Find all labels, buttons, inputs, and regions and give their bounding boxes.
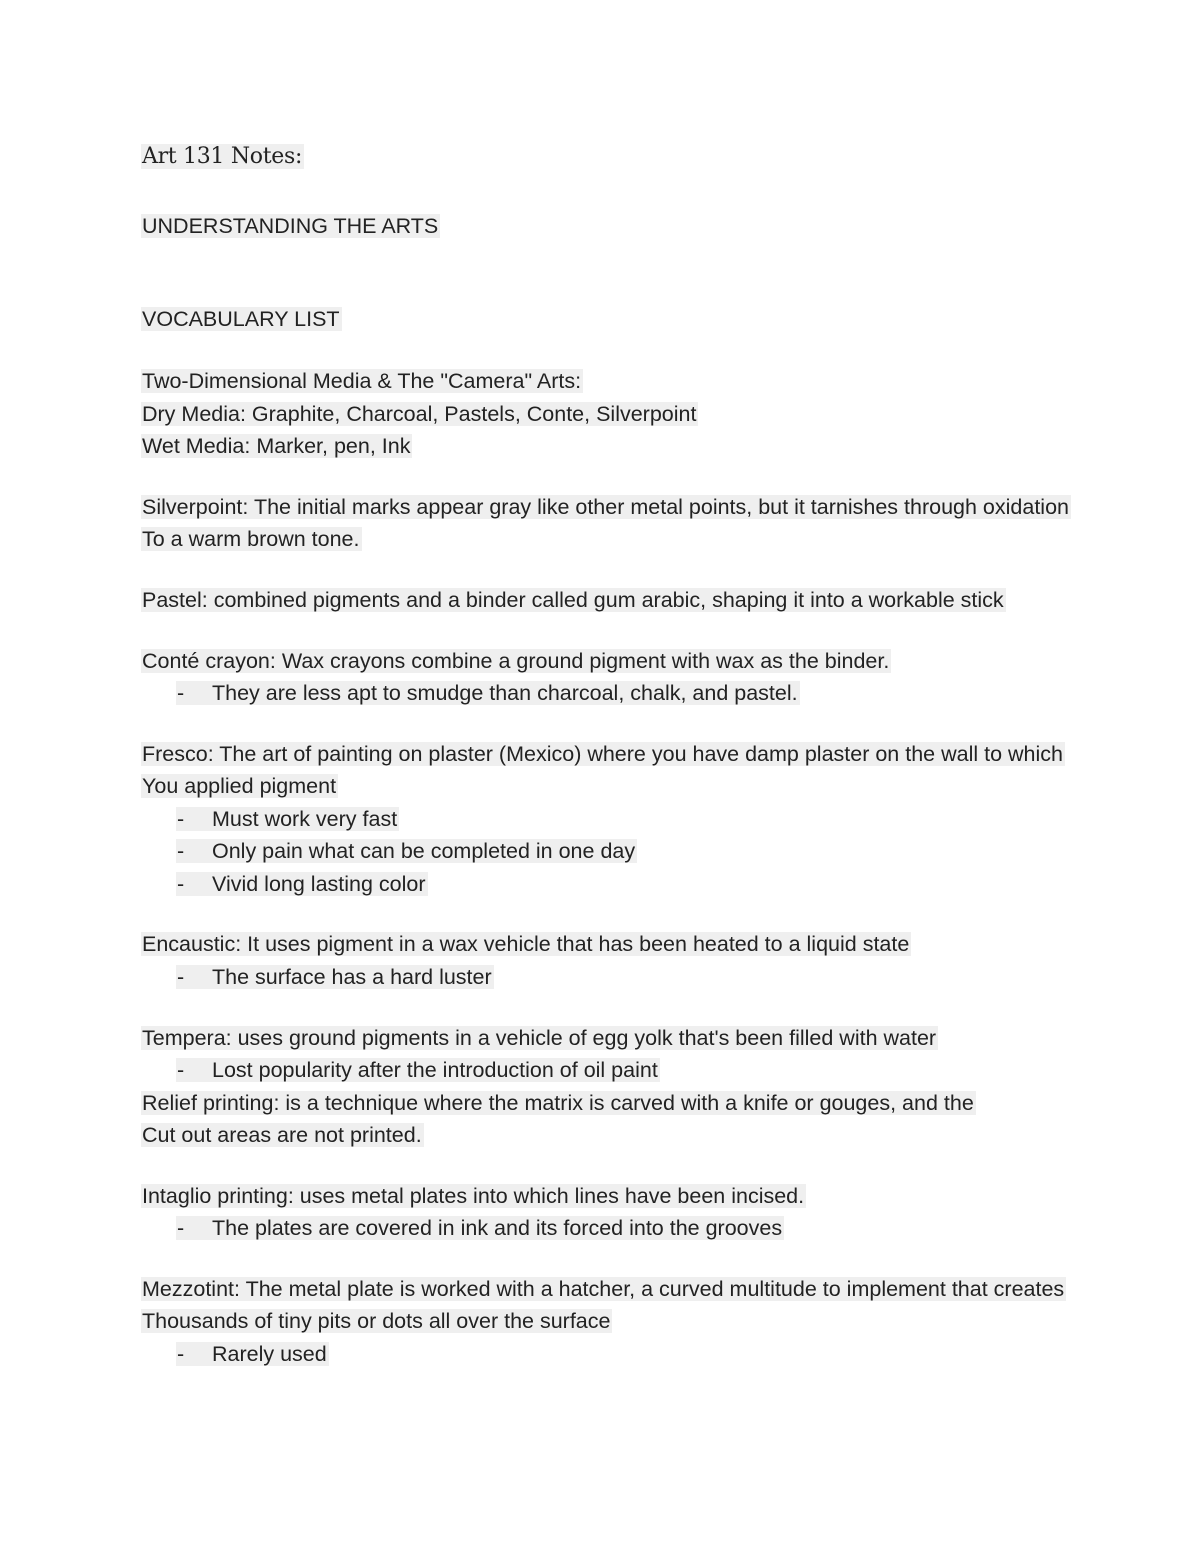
list-item: - Only pain what can be completed in one day: [177, 839, 636, 863]
list-item: - Must work very fast: [177, 807, 398, 831]
dry-media-line: Dry Media: Graphite, Charcoal, Pastels, Conte, Silverpoint: [142, 402, 697, 426]
intaglio-line: Intaglio printing: uses metal plates into which lines have been incised.: [142, 1184, 805, 1208]
relief-line-2: Cut out areas are not printed.: [142, 1123, 422, 1147]
subheading: VOCABULARY LIST: [142, 307, 340, 331]
list-item: - The surface has a hard luster: [177, 965, 492, 989]
fresco-line-2: You applied pigment: [142, 774, 337, 798]
tempera-line: Tempera: uses ground pigments in a vehicle of egg yolk that's been filled with water: [142, 1026, 937, 1050]
wet-media-line: Wet Media: Marker, pen, Ink: [142, 434, 411, 458]
list-item: - Lost popularity after the introduction of oil paint: [177, 1058, 658, 1082]
conte-line: Conté crayon: Wax crayons combine a ground pigment with wax as the binder.: [142, 649, 890, 673]
section-title: Two-Dimensional Media & The "Camera" Arts:: [142, 369, 582, 393]
mezzotint-line-2: Thousands of tiny pits or dots all over the surface: [142, 1309, 611, 1333]
list-item: - They are less apt to smudge than charcoal, chalk, and pastel.: [177, 681, 798, 705]
encaustic-line: Encaustic: It uses pigment in a wax vehicle that has been heated to a liquid state: [142, 932, 910, 956]
pastel-line: Pastel: combined pigments and a binder called gum arabic, shaping it into a workable stick: [142, 588, 1004, 612]
list-item: - Rarely used: [177, 1342, 327, 1366]
fresco-line-1: Fresco: The art of painting on plaster (Mexico) where you have damp plaster on the wall to which: [142, 742, 1063, 766]
silverpoint-line-1: Silverpoint: The initial marks appear gray like other metal points, but it tarnishes through oxidation: [142, 495, 1069, 519]
mezzotint-line-1: Mezzotint: The metal plate is worked with a hatcher, a curved multitude to implement that creates: [142, 1277, 1065, 1301]
list-item: - The plates are covered in ink and its forced into the grooves: [177, 1216, 783, 1240]
page-title: Art 131 Notes:: [142, 144, 303, 169]
silverpoint-line-2: To a warm brown tone.: [142, 527, 360, 551]
relief-line-1: Relief printing: is a technique where the matrix is carved with a knife or gouges, and the: [142, 1091, 974, 1115]
heading: UNDERSTANDING THE ARTS: [142, 214, 439, 238]
list-item: - Vivid long lasting color: [177, 872, 426, 896]
